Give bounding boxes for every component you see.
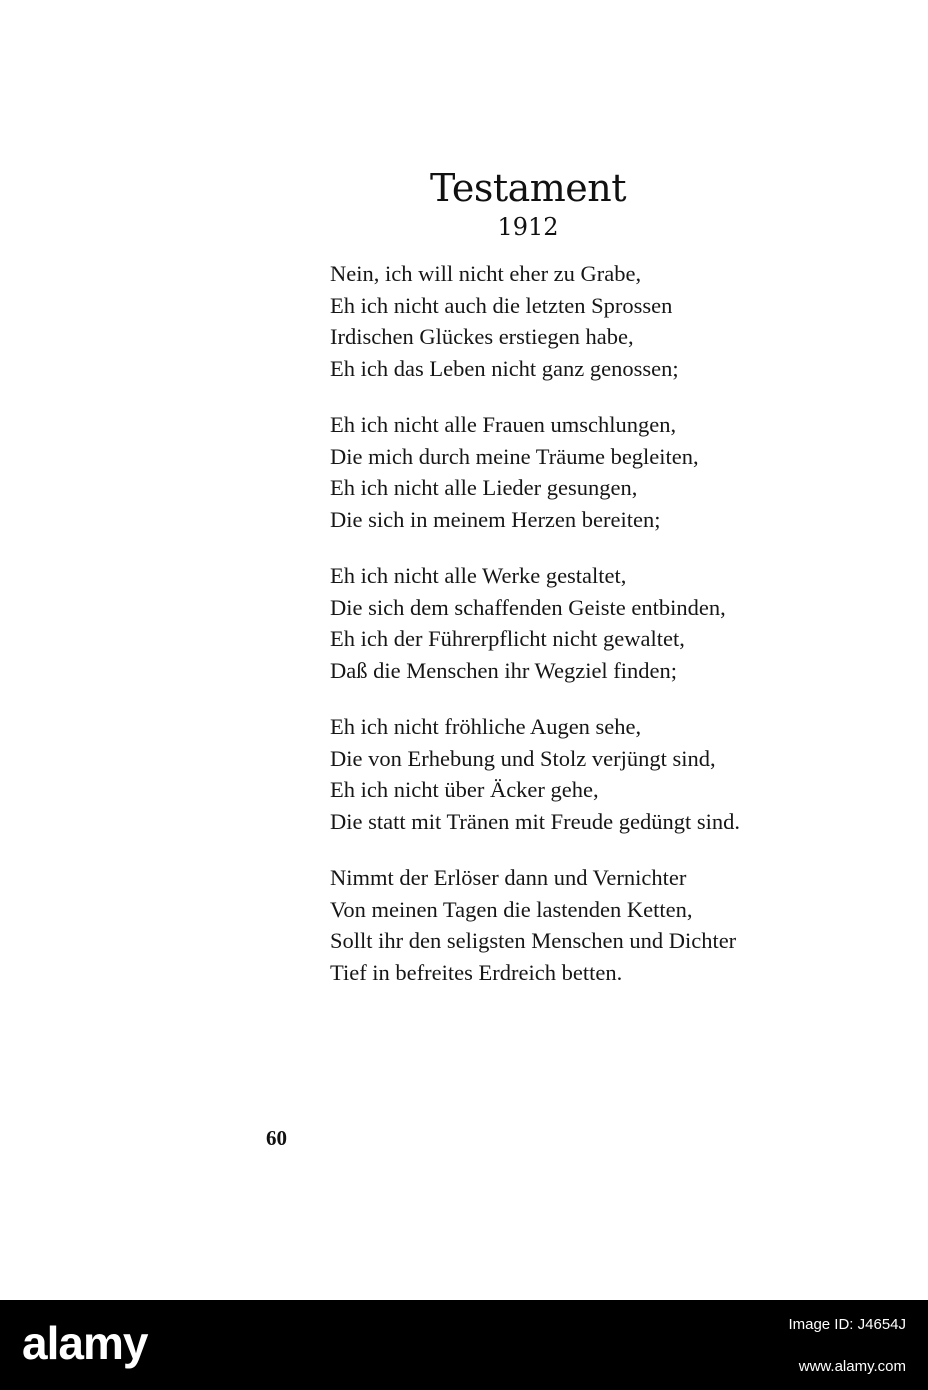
verse-line: Die sich dem schaffenden Geiste entbinden, [330, 594, 726, 620]
verse-line: Nein, ich will nicht eher zu Grabe, [330, 261, 642, 286]
stanza [330, 560, 900, 686]
verse-line: Eh ich nicht auch die letzten Sprossen [330, 292, 673, 318]
verse-line: Nimmt der Erlöser dann und Vernichter [330, 865, 687, 890]
verse-line: Die sich in meinem Herzen bereiten; [330, 506, 661, 532]
stanza [330, 409, 900, 535]
verse-line: Die mich durch meine Träume begleiten, [330, 443, 699, 469]
verse-line: Eh ich nicht alle Frauen umschlungen, [330, 412, 677, 437]
verse-line: Eh ich nicht über Äcker gehe, [330, 777, 599, 802]
verse-line: Die statt mit Tränen mit Freude gedüngt sind. [330, 808, 740, 834]
verse-line: Eh ich der Führerpflicht nicht gewaltet, [330, 626, 685, 651]
verse-line: Eh ich das Leben nicht ganz genossen; [330, 355, 679, 381]
brand-logo: alamy [22, 1317, 148, 1369]
verse-line: Daß die Menschen ihr Wegziel finden; [330, 657, 678, 683]
verse-line: Tief in befreites Erdreich betten. [330, 959, 623, 985]
stanza [330, 258, 900, 384]
poem-body [330, 258, 900, 1013]
watermark-bar [0, 1300, 928, 1390]
verse-line: Von meinen Tagen die lastenden Ketten, [330, 896, 693, 922]
site-url: www.alamy.com [798, 1358, 906, 1375]
poem-title: Testament [429, 166, 627, 210]
verse-line: Eh ich nicht fröhliche Augen sehe, [330, 714, 642, 739]
stanza [330, 862, 900, 988]
page-number: 60 [266, 1126, 287, 1150]
verse-line: Die von Erhebung und Stolz verjüngt sind, [330, 745, 716, 771]
verse-line: Sollt ihr den seligsten Menschen und Dichter [330, 928, 737, 953]
poem-year: 1912 [497, 213, 559, 241]
stanza [330, 711, 900, 837]
verse-line: Eh ich nicht alle Werke gestaltet, [330, 563, 627, 588]
verse-line: Eh ich nicht alle Lieder gesungen, [330, 475, 638, 500]
image-id-label: Image ID: J4654J [788, 1316, 906, 1333]
verse-line: Irdischen Glückes erstiegen habe, [330, 324, 634, 349]
